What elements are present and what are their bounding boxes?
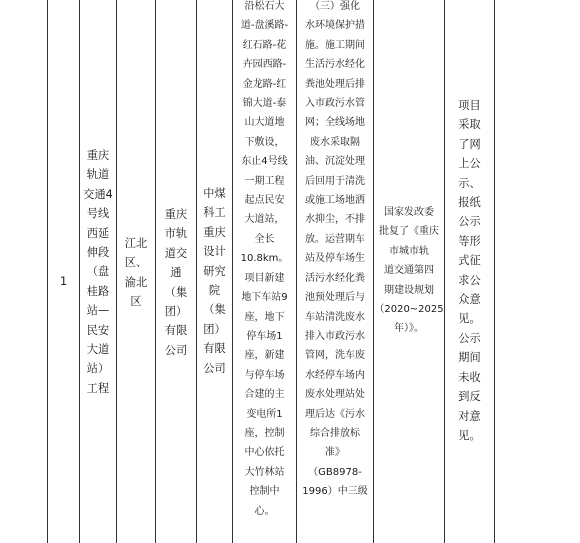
route-description-line: 心。 [254,505,275,517]
environmental-measures-line: 池预处理后与 [305,292,365,304]
public-participation-line: 期间 [458,351,481,365]
environmental-measures-line: 施。施工期间 [305,39,365,51]
public-participation-line: 公示 [458,215,481,229]
route-description-line: 项目新建 [244,272,285,284]
project-name-line: 交通4 [83,187,113,201]
route-description-line: 大道站， [244,214,285,226]
public-participation-line: 见。 [458,428,481,442]
route-description-line: 全长 [254,233,275,245]
public-participation-line: 未收 [458,370,481,384]
route-description-line: 红石路-花 [242,39,287,51]
environmental-measures-line: 水经停车场内 [305,369,365,381]
builder-line: 道交 [164,246,188,260]
district-line: 江北 [124,237,148,250]
public-participation-cell [445,96,494,445]
public-participation-line: 等形 [458,234,481,248]
project-name-line: 西延 [86,226,110,240]
project-name-line: 工程 [86,381,110,395]
public-participation-line: 项目 [458,99,481,112]
environmental-measures-line: 废水处理站处 [305,389,365,401]
environmental-measures-line: 生活污水经化 [305,59,365,71]
public-participation-line: 式征 [458,254,481,268]
planning-approval-line: 国家发改委 [384,207,434,218]
designer-line: 有限 [203,342,226,356]
environmental-measures-line: 综合排放标 [310,427,360,439]
planning-approval-line: 道交通第四 [384,265,434,277]
project-name-line: 伸段 [86,246,110,260]
environmental-measures-line: 水抑尘，不排 [305,214,365,226]
project-name-line: 站— [86,304,110,318]
environmental-measures-line: 准》 [325,447,345,459]
environmental-measures-line: 理后达《污水 [305,408,365,420]
environmental-measures-line: 或施工场地洒 [305,195,365,207]
route-description-line: 锦大道-泰 [242,98,287,110]
public-participation-line: 了网 [458,137,481,151]
route-description-line: 变电所1 [246,408,283,420]
builder-line: 市轨 [164,227,188,241]
planning-approval-line: 批复了《重庆 [379,226,439,238]
route-description-line: 合建的主 [244,389,285,401]
row-index-text: 1 [59,275,68,288]
planning-approval-line: （2020~2025 [374,304,444,316]
route-description-line: 起点民安 [244,195,285,207]
route-description-line: 一期工程 [244,175,285,187]
designer-line: （集 [203,303,226,317]
route-description-line: 大竹林站 [244,466,285,478]
builder-line: 团） [164,305,188,319]
column-divider [494,0,495,543]
project-name-line: 大道 [86,343,110,357]
public-participation-line: 众意 [458,293,481,307]
planning-approval-cell [374,203,444,339]
route-description-line: 10.8km。 [240,253,289,265]
designer-line: 团） [203,322,226,336]
environmental-measures-line: 油、沉淀处理 [305,156,365,168]
environmental-measures-line: 网；全线场地 [305,117,365,129]
project-name-line: 重庆 [86,149,110,162]
environmental-measures-line: 入市政污水管 [305,98,365,110]
route-description-line: 道-盘溪路- [240,20,289,32]
builder-line: 通 [170,266,182,280]
environmental-measures-line: 车站清洗废水 [305,311,365,323]
environmental-measures-cell [297,0,373,502]
route-description-line: 沿松石大 [244,1,285,12]
environmental-measures-line: 水环境保护措 [305,20,365,32]
district-line: 渝北 [124,275,148,289]
environmental-measures-line: 管网，洗车废 [305,350,365,362]
project-name-line: 桂路 [86,284,110,298]
environmental-measures-line: 1996）中三级 [302,486,368,498]
public-participation-line: 上公 [458,157,481,171]
project-name-line: 轨道 [86,168,110,182]
route-description-line: 座，新建 [244,350,285,362]
planning-approval-line: 期建设规划 [384,284,434,296]
designer-line: 科工 [203,206,226,220]
route-description-line: 卉园西路- [242,59,287,71]
planning-approval-line: 市城市轨 [389,245,429,257]
designer-line: 设计 [203,245,226,259]
environmental-measures-line: （GB8978- [308,466,362,478]
district-cell [117,234,155,312]
route-description-line: 停车场1 [246,330,283,342]
district-line: 区 [130,295,142,309]
route-description-line: 与停车场 [244,369,285,381]
project-name-line: 站） [86,362,110,376]
route-description-line: 山大道地 [244,117,285,129]
route-description-line: 控制中 [249,486,280,498]
route-description-line: 座，控制 [244,427,285,439]
route-description-line: 地下车站9 [241,292,288,304]
builder-cell [156,205,196,360]
environmental-measures-line: 放。运营期车 [305,233,365,245]
project-name-line: （盘 [86,265,110,279]
project-name-cell [80,146,116,398]
route-description-line: 中心依托 [244,447,285,459]
builder-line: 公司 [164,343,188,357]
environmental-measures-line: 后回用于清洗 [305,175,365,187]
public-participation-line: 采取 [458,118,481,132]
public-participation-line: 对意 [458,409,481,423]
route-description-line: 东止4号线 [241,156,288,168]
designer-line: 院 [208,284,221,298]
designer-line: 中煤 [203,187,226,200]
project-name-line: 民安 [86,323,110,337]
designer-line: 重庆 [203,225,226,239]
environmental-measures-line: 废水采取隔 [310,136,360,148]
district-line: 区、 [124,256,148,270]
public-participation-line: 公示 [458,331,481,345]
row-index [48,272,79,291]
public-participation-line: 报纸 [458,196,481,210]
builder-line: 重庆 [164,208,188,221]
project-name-line: 号线 [86,207,110,221]
planning-approval-line: 年）》。 [394,323,424,335]
environmental-measures-line: 排入市政污水 [305,330,365,342]
builder-line: 有限 [164,324,188,338]
public-participation-line: 求公 [458,273,481,287]
public-participation-line: 见。 [458,312,481,326]
public-participation-line: 示、 [458,176,481,190]
route-description-line: 下敷设， [244,136,285,148]
environmental-measures-line: 粪池处理后排 [305,78,365,90]
environmental-measures-line: （三）强化 [310,1,360,12]
designer-cell [197,184,232,378]
route-description-cell [233,0,296,521]
builder-line: （集 [164,285,188,299]
route-description-line: 座，地下 [244,311,285,323]
environmental-measures-line: 活污水经化粪 [305,272,365,284]
designer-line: 研究 [203,264,226,278]
designer-line: 公司 [203,361,226,375]
public-participation-line: 到反 [458,390,481,404]
environmental-measures-line: 站及停车场生 [305,253,365,265]
route-description-line: 金龙路-红 [242,78,287,90]
